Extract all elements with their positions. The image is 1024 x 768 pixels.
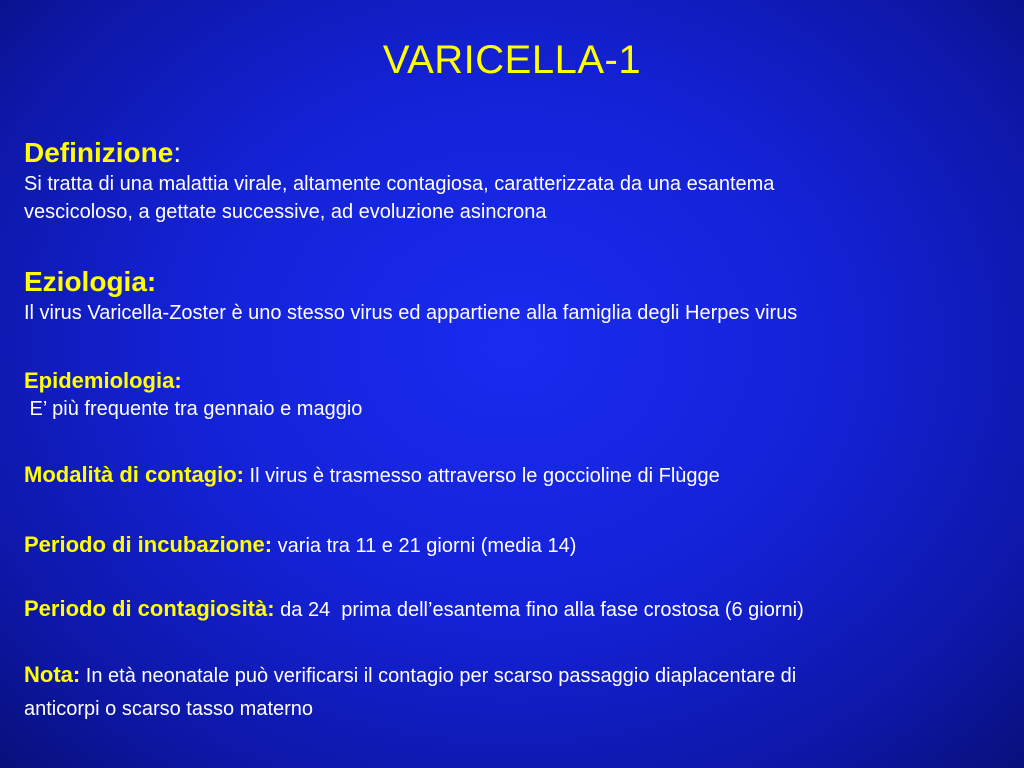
- eziologia-section: [24, 266, 1016, 328]
- contagiosita-heading: Periodo di contagiosità:: [24, 596, 275, 621]
- nota-heading: Nota:: [24, 662, 81, 687]
- slide-title: VARICELLA-1: [382, 38, 642, 82]
- nota-text-line1: In età neonatale può verificarsi il contagio per scarso passaggio diaplacentare di: [80, 665, 797, 687]
- incubazione-section: [24, 532, 1016, 558]
- nota-section: [24, 660, 1016, 726]
- epidemiologia-section: [24, 368, 1016, 424]
- incubazione-text: varia tra 11 e 21 giorni (media 14): [272, 535, 577, 557]
- modalita-section: [24, 462, 1016, 488]
- definizione-heading: Definizione: [24, 137, 174, 168]
- eziologia-text: Il virus Varicella-Zoster è uno stesso virus ed appartiene alla famiglia degli Herpes virus: [24, 302, 798, 324]
- definizione-colon: :: [173, 137, 182, 168]
- epidemiologia-heading: Epidemiologia:: [24, 368, 182, 393]
- contagiosita-section: [24, 596, 1024, 622]
- nota-text-line2: anticorpi o scarso tasso materno: [24, 698, 314, 720]
- modalita-heading: Modalità di contagio:: [24, 462, 244, 487]
- definizione-text-line2: vescicoloso, a gettate successive, ad evoluzione asincrona: [24, 201, 547, 223]
- contagiosita-text: da 24 prima dell’esantema fino alla fase crostosa (6 giorni): [274, 599, 804, 621]
- incubazione-heading: Periodo di incubazione:: [24, 532, 273, 557]
- definizione-section: [24, 137, 1016, 227]
- modalita-text: Il virus è trasmesso attraverso le goccioline di Flùgge: [244, 465, 720, 487]
- definizione-text-line1: Si tratta di una malattia virale, altamente contagiosa, caratterizzata da una esantema: [24, 173, 775, 195]
- epidemiologia-text: E’ più frequente tra gennaio e maggio: [24, 398, 363, 420]
- eziologia-heading: Eziologia:: [24, 266, 157, 297]
